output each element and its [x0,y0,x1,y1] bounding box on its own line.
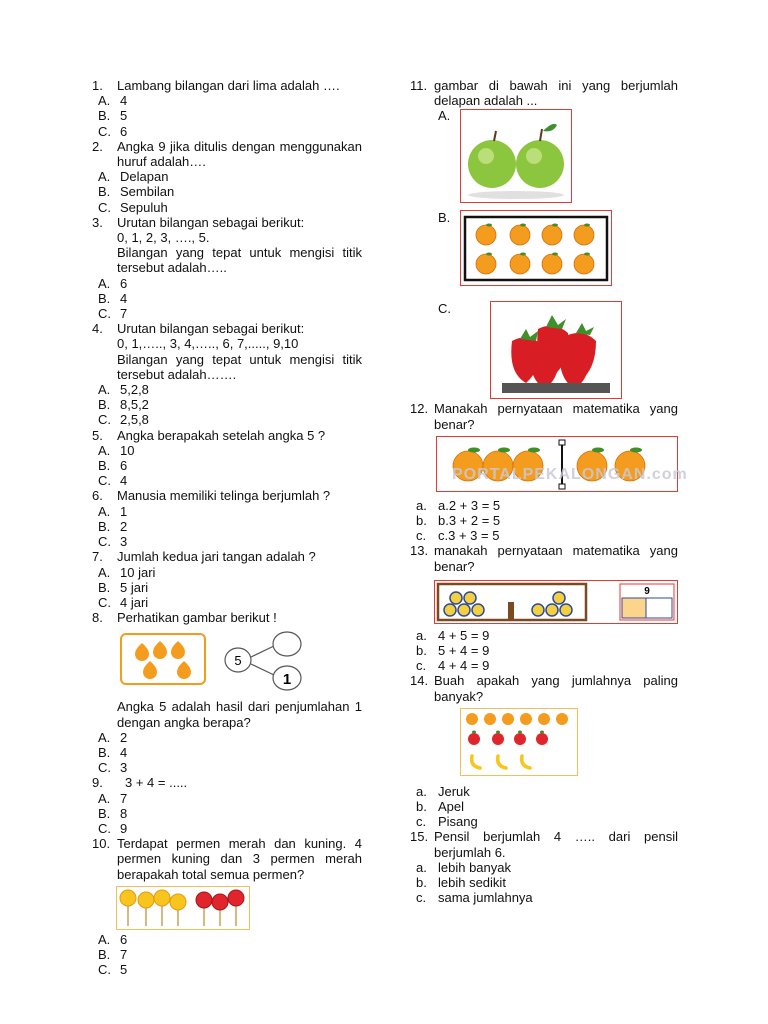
option: A. 6 [98,931,128,947]
question-12-figure [436,436,688,492]
option: A. 10 [98,442,135,458]
question-5: 5. Angka berapakah setelah angka 5 ? [92,427,326,443]
option: c. sama jumlahnya [416,890,533,906]
question-9-text: 3 + 4 = ..... [125,775,188,791]
green-apples-image [460,109,572,203]
option: a. 4 + 5 = 9 [416,627,490,643]
question-10-text: Terdapat permen merah dan kuning. 4 permen kuning dan 3 permen merah berapakah total semua permen? [117,836,362,882]
question-4-text: Urutan bilangan sebagai berikut: [117,321,305,337]
option: C. 2,5,8 [98,412,149,428]
option: a. a.2 + 3 = 5 [416,497,501,513]
question-3: 3. Urutan bilangan sebagai berikut: 0, 1, 2, 3, …., 5. Bilangan yang tepat untuk mengisi titik tersebut adalah….. [92,214,362,276]
option: A. 7 [98,790,128,806]
right-column [410,78,688,906]
option: A. Delapan [98,169,169,185]
option: A. 2 [98,729,128,745]
option: C. 3 [98,760,128,776]
question-6-text: Manusia memiliki telinga berjumlah ? [117,488,331,504]
question-14-text: Buah apakah yang jumlahnya paling banyak? [434,673,678,704]
option: c. c.3 + 3 = 5 [416,528,500,544]
question-3-text: Urutan bilangan sebagai berikut: [117,214,305,230]
question-1: 1. Lambang bilangan dari lima adalah …. [92,78,340,93]
question-15-text: Pensil berjumlah 4 ….. dari pensil berjumlah 6. [434,829,678,860]
question-14: 14. Buah apakah yang jumlahnya paling banyak? [410,673,678,704]
choice-b: B. [410,210,678,302]
question-13: 13. manakah pernyataan matematika yang benar? [410,543,678,574]
option: B. 4 [98,290,128,306]
option: B. 7 [98,946,128,962]
question-13-figure [434,580,678,624]
question-13-text: manakah pernyataan matematika yang benar? [434,543,678,574]
option: A. 1 [98,503,128,519]
question-2-text: Angka 9 jika ditulis dengan menggunakan huruf adalah…. [117,138,362,170]
number-bond-figure [120,631,312,693]
option: B. 2 [98,518,128,534]
option: A. 5,2,8 [98,382,149,398]
question-8-sub: Angka 5 adalah hasil dari penjumlahan 1 dengan angka berapa? [117,699,362,730]
option: C. 9 [98,820,128,836]
option: C. 6 [98,123,128,139]
option: C. 7 [98,306,128,322]
option: A. 4 [98,93,128,109]
question-14-figure [460,708,678,776]
oranges-box-image [460,210,612,286]
option: a. Jeruk [416,783,470,799]
option: B. 5 [98,108,128,124]
bond-circle-blank [273,632,301,656]
option: C. Sepuluh [98,199,168,215]
option: C. 3 [98,534,128,550]
option: B. 4 [98,744,128,760]
option: C. 4 [98,473,128,489]
option: C. 5 [98,962,128,978]
question-12-text: Manakah pernyataan matematika yang benar? [434,401,678,432]
option: c. 4 + 4 = 9 [416,658,490,674]
svg-text:9: 9 [644,585,650,597]
option: b. b.3 + 2 = 5 [416,513,501,529]
svg-text:5: 5 [234,653,242,669]
question-8-figure [120,631,362,693]
choice-c: C. [410,301,678,401]
question-4: 4. Urutan bilangan sebagai berikut: 0, 1,….., 3, 4,….., 6, 7,....., 9,10 Bilangan yang tepat untuk mengisi titik tersebut adalah……. [92,321,362,382]
option: B. 5 jari [98,579,149,595]
fruit-box [121,634,205,684]
question-11: 11. gambar di bawah ini yang berjumlah delapan adalah ... [410,78,678,109]
option: C. 4 jari [98,594,149,610]
question-3-sub: Bilangan yang tepat untuk mengisi titik tersebut adalah….. [117,245,362,276]
question-9: 9. 3 + 4 = ..... [92,775,188,791]
question-10: 10. Terdapat permen merah dan kuning. 4 permen kuning dan 3 permen merah berapakah total semua permen? [92,836,362,882]
option: a. lebih banyak [416,859,511,875]
choice-a: A. [410,108,678,204]
question-1-text: Lambang bilangan dari lima adalah …. [117,78,340,93]
question-6: 6. Manusia memiliki telinga berjumlah ? [92,488,331,504]
question-7-text: Jumlah kedua jari tangan adalah ? [117,549,316,565]
strawberries-image [490,301,622,399]
question-5-text: Angka berapakah setelah angka 5 ? [117,427,326,443]
balls-equation-image [434,580,678,624]
option: A. 6 [98,275,128,291]
option: B. 8,5,2 [98,397,149,413]
question-4-sequence: 0, 1,….., 3, 4,….., 6, 7,....., 9,10 [117,336,299,352]
option: c. Pisang [416,814,478,830]
question-3-sequence: 0, 1, 2, 3, …., 5. [117,230,210,246]
question-7: 7. Jumlah kedua jari tangan adalah ? [92,549,316,565]
option: b. lebih sedikit [416,875,506,891]
question-4-sub: Bilangan yang tepat untuk mengisi titik tersebut adalah……. [117,351,362,382]
question-10-figure [116,886,362,930]
fruits-count-image [460,708,578,776]
option: B. Sembilan [98,184,175,200]
option: b. Apel [416,799,465,815]
question-8: 8. Perhatikan gambar berikut ! [92,610,277,626]
svg-text:1: 1 [282,671,292,689]
question-8-text: Perhatikan gambar berikut ! [117,610,277,626]
option: A. 10 jari [98,564,156,580]
question-2: 2. Angka 9 jika ditulis dengan menggunakan huruf adalah…. [92,138,362,170]
option: b. 5 + 4 = 9 [416,643,490,659]
question-15: 15. Pensil berjumlah 4 ….. dari pensil berjumlah 6. [410,829,678,860]
watermark-text: PORTALPEKALONGAN.com [452,465,688,483]
question-11-text: gambar di bawah ini yang berjumlah delapan adalah ... [434,78,678,109]
lollipop-figure [116,886,250,930]
option: B. 6 [98,458,128,474]
option: B. 8 [98,805,128,821]
question-12: 12. Manakah pernyataan matematika yang benar? [410,401,678,432]
left-column [92,78,362,977]
